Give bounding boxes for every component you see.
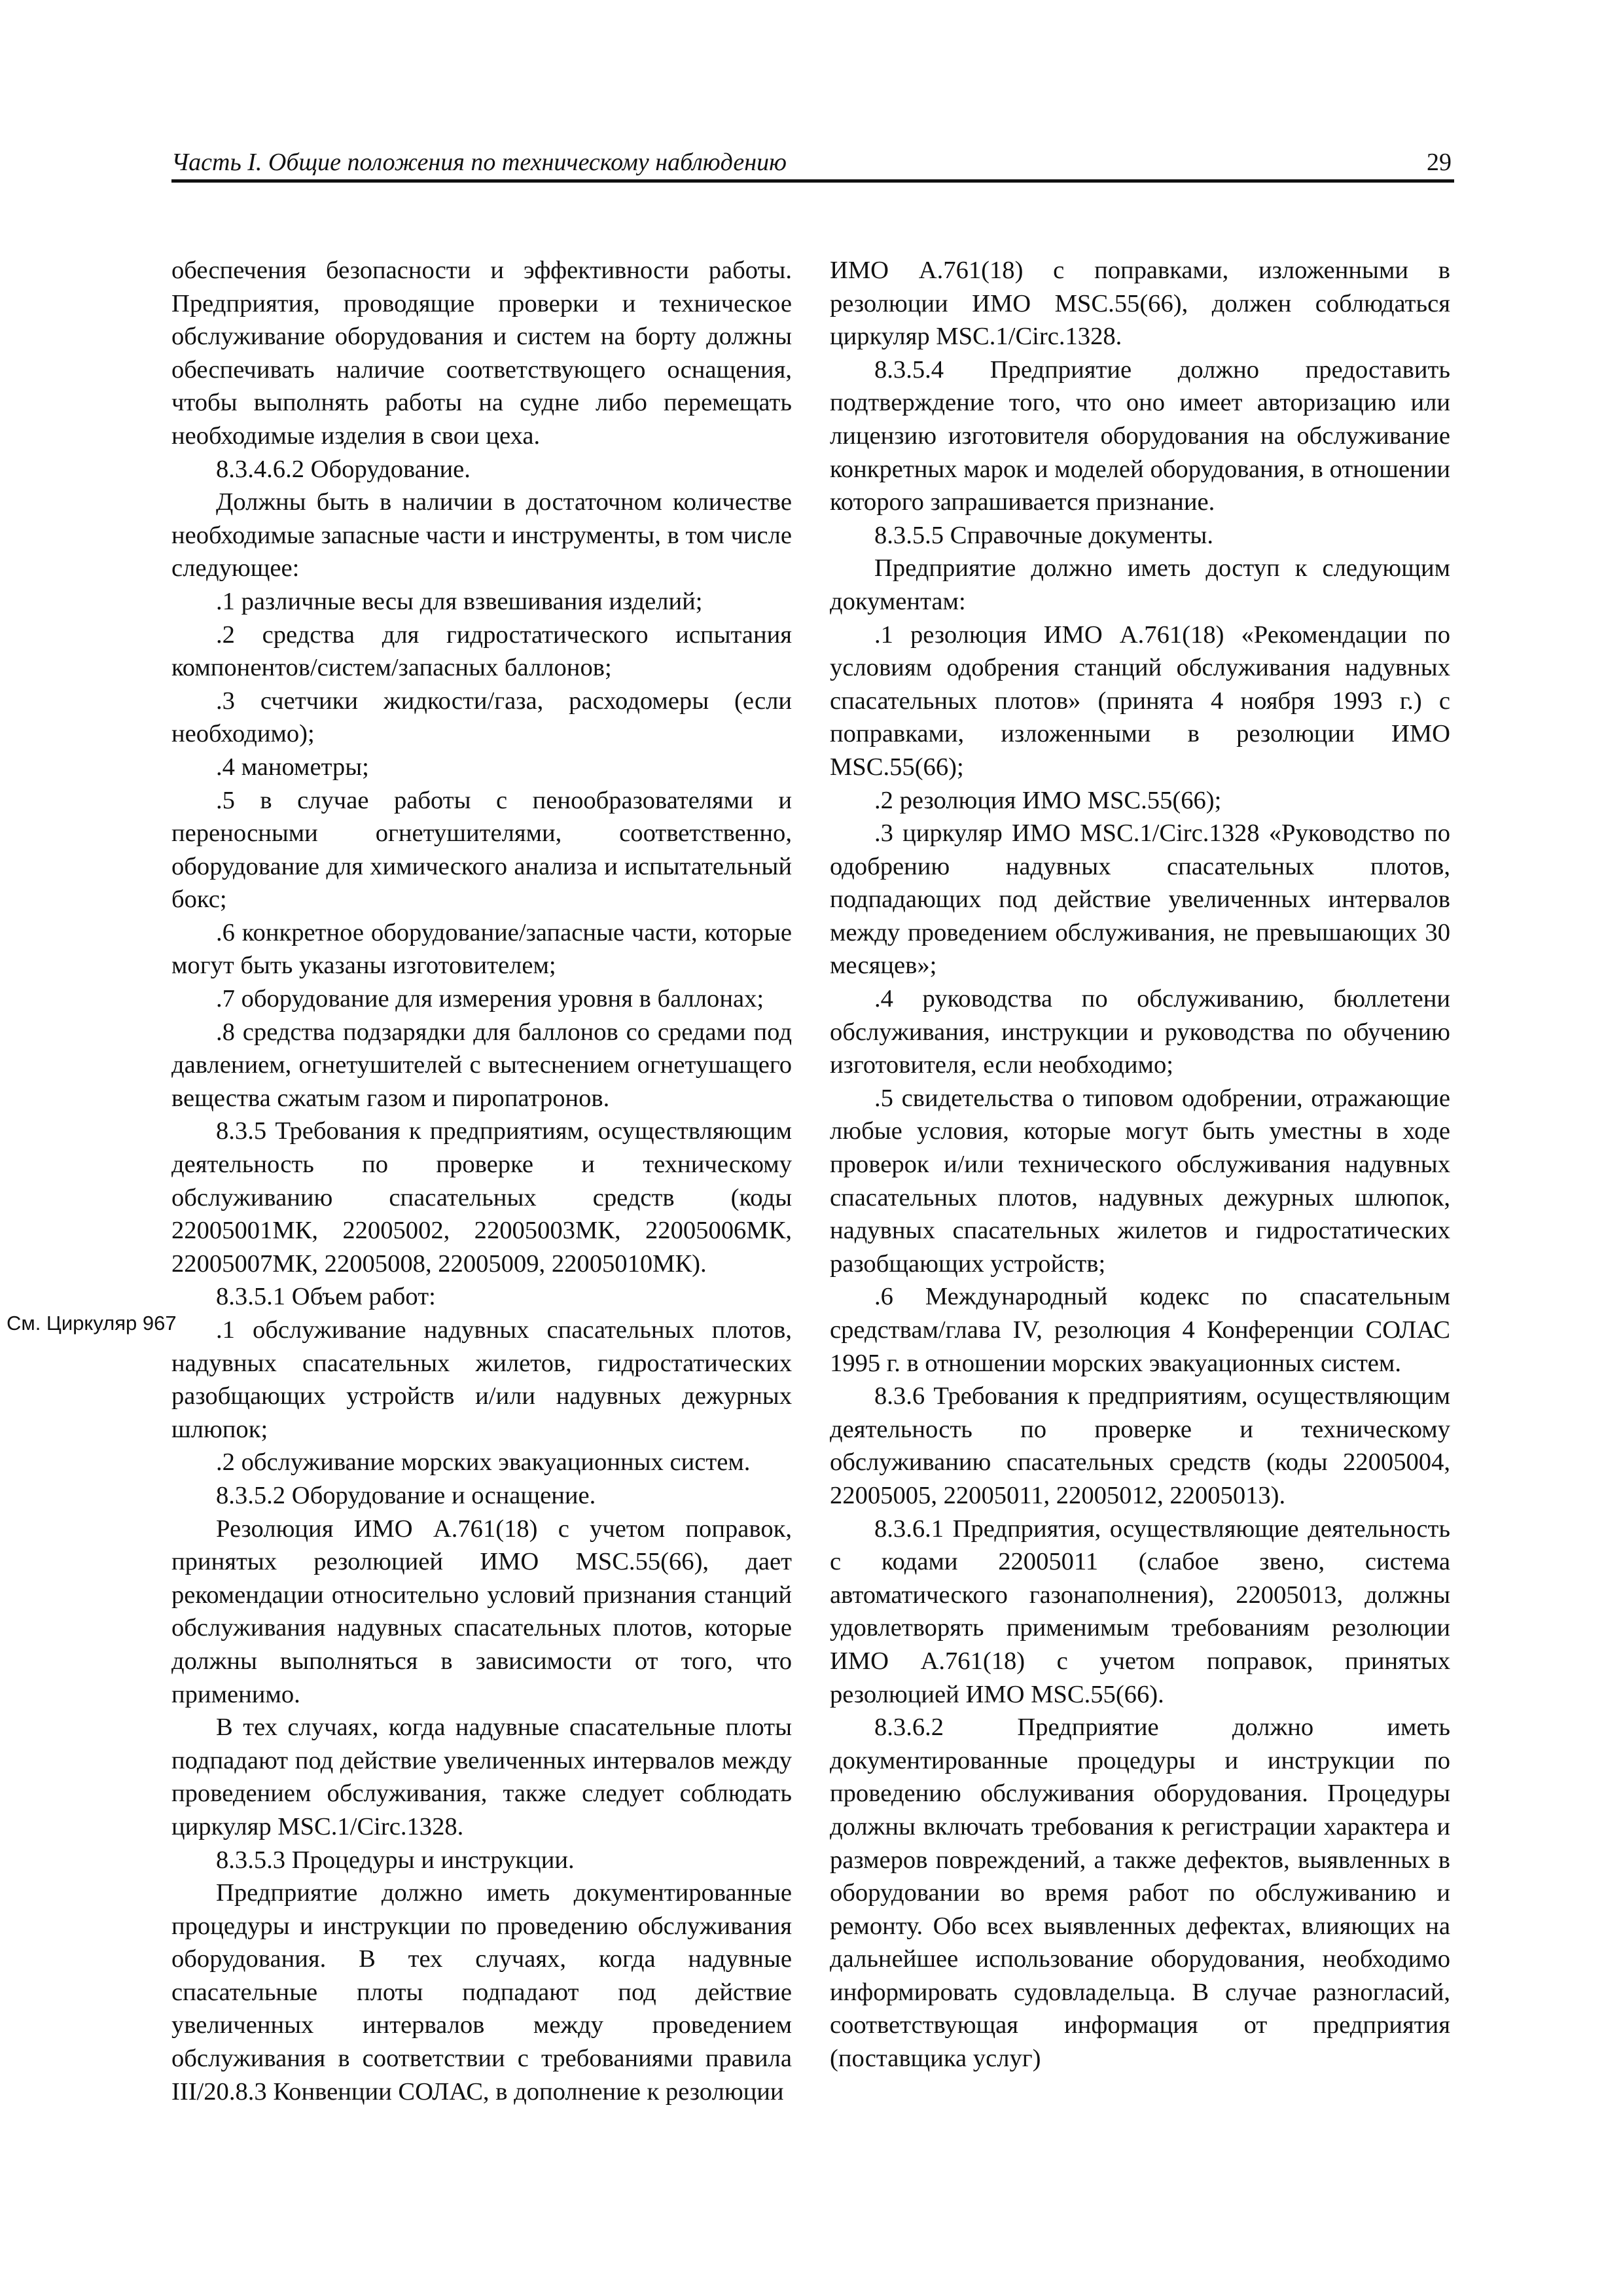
paragraph: Должны быть в наличии в достаточном количестве необходимые запасные части и инструменты, в том числе следующее: [171,488,792,583]
paragraph: 8.3.6.1 Предприятия, осуществляющие деятельность с кодами 22005011 (слабое звено, система автоматического газонаполнения), 22005013, должны удовлетворять применимым требованиям резолюции ИМО А.761(18) с учетом поправок, принятых резолюцией ИМО MSC.55(66). [830,1515,1450,1708]
list-item: .3 счетчики жидкости/газа, расходомеры (если необходимо); [171,687,792,748]
paragraph: ИМО А.761(18) с поправками, изложенными в резолюции ИМО MSC.55(66), должен соблюдаться циркуляр MSC.1/Circ.1328. [830,257,1450,351]
list-item: .2 резолюция ИМО MSC.55(66); [874,786,1222,814]
running-header [171,145,1454,183]
margin-note: См. Циркуляр 967 [7,1312,177,1335]
list-item: .6 конкретное оборудование/запасные части, которые могут быть указаны изготовителем; [171,918,792,980]
page-number: 29 [1427,149,1452,176]
paragraph: В тех случаях, когда надувные спасательные плоты подпадают под действие увеличенных интервалов между проведением обслуживания, также следует соблюдать циркуляр MSC.1/Circ.1328. [171,1713,792,1840]
paragraph: обеспечения безопасности и эффективности работы. Предприятия, проводящие проверки и техническое обслуживание оборудования и систем на борту должны обеспечивать наличие соответствующего оснащения, чтобы выполнять работы на судне либо перемещать необходимые изделия в свои цеха. [171,257,792,450]
paragraph: 8.3.6.2 Предприятие должно иметь документированные процедуры и инструкции по проведению обслуживания оборудования. Процедуры должны включать требования к регистрации характера и размеров повреждений, а также дефектов, выявленных в оборудовании во время работ по обслуживанию и ремонту. Обо всех выявленных дефектах, влияющих на дальнейшее использование оборудования, необходимо информировать судовладельца. В случае разногласий, соответствующая информация от предприятия (поставщика услуг) [830,1713,1450,2073]
list-item: .1 обслуживание надувных спасательных плотов, надувных спасательных жилетов, гидростатических разобщающих устройств и/или надувных дежурных шлюпок; [171,1316,792,1443]
list-item: .8 средства подзарядки для баллонов со средами под давлением, огнетушителей с вытеснением огнетушащего вещества сжатым газом и пиропатронов. [171,1018,792,1112]
list-item: .2 средства для гидростатического испытания компонентов/систем/запасных баллонов; [171,620,792,682]
header-title: Часть I. Общие положения по техническому наблюдению [171,149,787,176]
paragraph: 8.3.5.1 Объем работ: [216,1283,436,1311]
left-column [171,254,792,2108]
list-item: .4 манометры; [216,753,369,781]
list-item: .3 циркуляр ИМО MSC.1/Circ.1328 «Руководство по одобрению надувных спасательных плотов, подпадающих под действие увеличенных интервалов между проведением обслуживания, не превышающих 30 месяцев»; [830,819,1450,980]
list-item: .6 Международный кодекс по спасательным средствам/глава IV, резолюция 4 Конференции СОЛАС 1995 г. в отношении морских эвакуационных систем. [830,1283,1450,1377]
list-item: .5 в случае работы с пенообразователями и переносными огнетушителями, соответственно, оборудование для химического анализа и испытательный бокс; [171,786,792,914]
paragraph: Предприятие должно иметь документированные процедуры и инструкции по проведению обслуживания оборудования. В тех случаях, когда надувные спасательные плоты подпадают под действие увеличенных интервалов между проведением обслуживания в соответствии с требованиями правила III/20.8.3 Конвенции СОЛАС, в дополнение к резолюции [171,1879,792,2106]
paragraph: 8.3.5.2 Оборудование и оснащение. [216,1481,596,1509]
list-item: .7 оборудование для измерения уровня в баллонах; [216,985,764,1013]
section-heading: 8.3.5 Требования к предприятиям, осуществляющим деятельность по проверке и техническому обслуживанию спасательных средств (коды 22005001МК, 22005002, 22005003МК, 22005006МК, 22005007МК, 22005008, 22005009, 22005010МК). [171,1117,792,1278]
paragraph: 8.3.5.3 Процедуры и инструкции. [216,1846,575,1874]
list-item: .2 обслуживание морских эвакуационных систем. [216,1448,751,1477]
section-heading: 8.3.6 Требования к предприятиям, осуществляющим деятельность по проверке и техническому обслуживанию спасательных средств (коды 22005004, 22005005, 22005011, 22005012, 22005013). [830,1382,1450,1509]
list-item: .1 различные весы для взвешивания изделий; [216,587,703,615]
paragraph: Предприятие должно иметь доступ к следующим документам: [830,554,1450,615]
paragraph: 8.3.5.4 Предприятие должно предоставить подтверждение того, что оно имеет авторизацию или лицензию изготовителя оборудования на обслуживание конкретных марок и моделей оборудования, в отношении которого запрашивается признание. [830,355,1450,516]
right-column [830,254,1450,2075]
list-item: .4 руководства по обслуживанию, бюллетени обслуживания, инструкции и руководства по обучению изготовителя, если необходимо; [830,985,1450,1079]
paragraph: Резолюция ИМО А.761(18) с учетом поправок, принятых резолюцией ИМО MSC.55(66), дает рекомендации относительно условий признания станций обслуживания надувных спасательных плотов, которые должны выполняться в зависимости от того, что применимо. [171,1515,792,1708]
list-item: .1 резолюция ИМО А.761(18) «Рекомендации по условиям одобрения станций обслуживания надувных спасательных плотов» (принята 4 ноября 1993 г.) с поправками, изложенными в резолюции ИМО MSC.55(66); [830,620,1450,781]
paragraph: 8.3.4.6.2 Оборудование. [216,455,471,483]
list-item: .5 свидетельства о типовом одобрении, отражающие любые условия, которые могут быть уместны в ходе проверок и/или технического обслуживания надувных спасательных плотов, надувных дежурных шлюпок, надувных спасательных жилетов и гидростатических разобщающих устройств; [830,1084,1450,1278]
paragraph: 8.3.5.5 Справочные документы. [874,521,1213,549]
